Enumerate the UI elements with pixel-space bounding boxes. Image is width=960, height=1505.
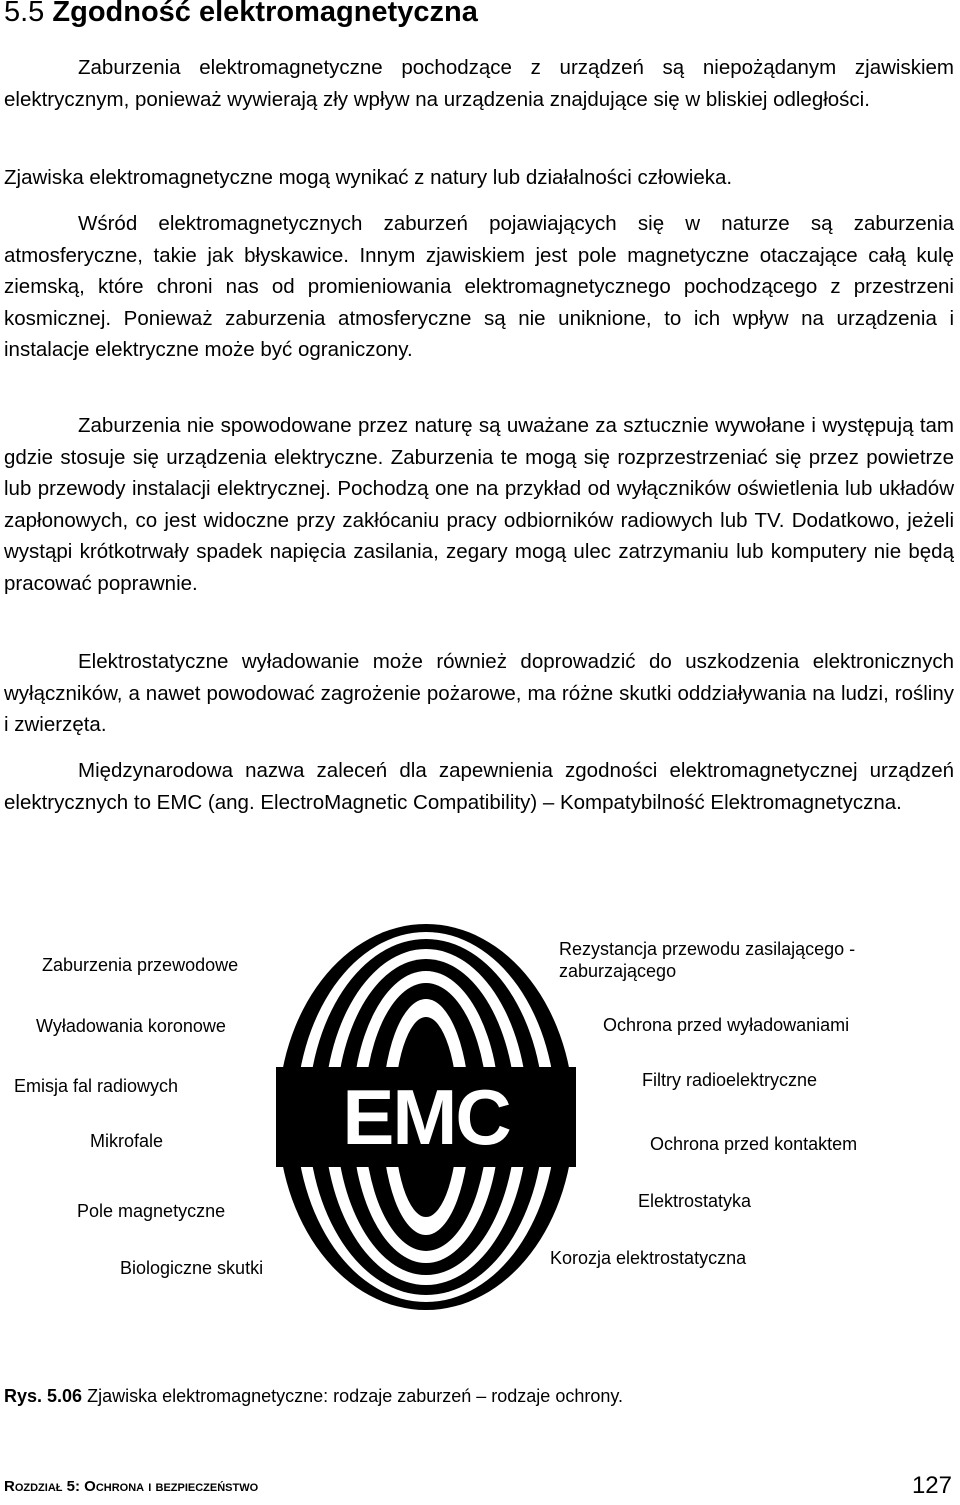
right-label-filters: Filtry radioelektryczne [642,1070,818,1090]
caption-ref: Rys. 5.06 [4,1386,83,1406]
left-label-magnetic: Pole magnetyczne [77,1201,226,1221]
left-label-corona: Wyładowania koronowe [36,1016,226,1036]
emc-figure [0,900,960,1340]
paragraph-1: Zaburzenia elektromagnetyczne pochodzące z urządzeń są niepożądanym zjawiskiem elektrycznym, ponieważ wywierają zły wpływ na urządzenia znajdujące się w bliskiej odległości. [4,56,954,111]
paragraph-6: Międzynarodowa nazwa zaleceń dla zapewnienia zgodności elektromagnetycznej urządzeń elektrycznych to EMC (ang. ElectroMagnetic Compatibility) – Kompatybilność Elektromagnetyczna. [4,759,954,814]
left-label-radio: Emisja fal radiowych [14,1076,179,1096]
right-label-contact-protection: Ochrona przed kontaktem [650,1134,858,1154]
left-label-microwaves: Mikrofale [90,1131,164,1151]
left-label-biological: Biologiczne skutki [120,1258,264,1278]
paragraph-4: Zaburzenia nie spowodowane przez naturę są uważane za sztucznie wywołane i występują tam gdzie stosuje się urządzenia elektryczne. Zaburzenia te mogą się rozprzestrzeniać się przez powietrze lub przewody instalacji elektrycznej. Pochodzą one na przykład od wyłączników oświetlenia lub układów zapłonowych, co jest widoczne przy zakłócaniu pracy odbiorników radiowych lub TV. Dodatkowo, jeżeli wystąpi krótkotrwały spadek napięcia zasilania, zegary mogą ulec zatrzymaniu lub komputery nie będą pracować poprawnie. [4,414,954,595]
emc-logo-text: EMC [342,1073,510,1161]
page-number: 127 [911,1472,952,1499]
caption-text: Zjawiska elektromagnetyczne: rodzaje zaburzeń – rodzaje ochrony. [87,1386,624,1406]
footer-chapter: Rozdział 5: Ochrona i bezpieczeństwo [4,1478,259,1495]
right-label-corrosion: Korozja elektrostatyczna [550,1248,747,1268]
paragraph-3: Wśród elektromagnetycznych zaburzeń pojawiających się w naturze są zaburzenia atmosferyczne, takie jak błyskawice. Innym zjawiskiem jest pole magnetyczne otaczające całą kulę ziemską, które chroni nas od promieniowania elektromagnetycznego pochodzącego z przestrzeni kosmicznej. Ponieważ zaburzenia atmosferyczne są nie uniknione, to ich wpływ na urządzenia i instalacje elektryczne może być ograniczony. [4,212,954,361]
right-label-discharge-protection: Ochrona przed wyładowaniami [603,1015,850,1035]
section-number: 5.5 [4,0,45,28]
left-label-conducted: Zaburzenia przewodowe [42,955,239,975]
section-title: Zgodność elektromagnetyczna [52,0,478,28]
right-label-resistance: Rezystancja przewodu zasilającego - zaburzającego [559,939,856,981]
right-label-electrostatics: Elektrostatyka [638,1191,752,1211]
paragraph-5: Elektrostatyczne wyładowanie może również doprowadzić do uszkodzenia elektronicznych wyłączników, a nawet powodować zagrożenie pożarowe, ma różne skutki oddziaływania na ludzi, rośliny i zwierzęta. [4,650,954,736]
emc-field-graphic [276,922,576,1312]
section-heading [4,0,478,29]
paragraph-2: Zjawiska elektromagnetyczne mogą wynikać z natury lub działalności człowieka. [4,166,733,189]
figure-caption [4,1386,623,1407]
